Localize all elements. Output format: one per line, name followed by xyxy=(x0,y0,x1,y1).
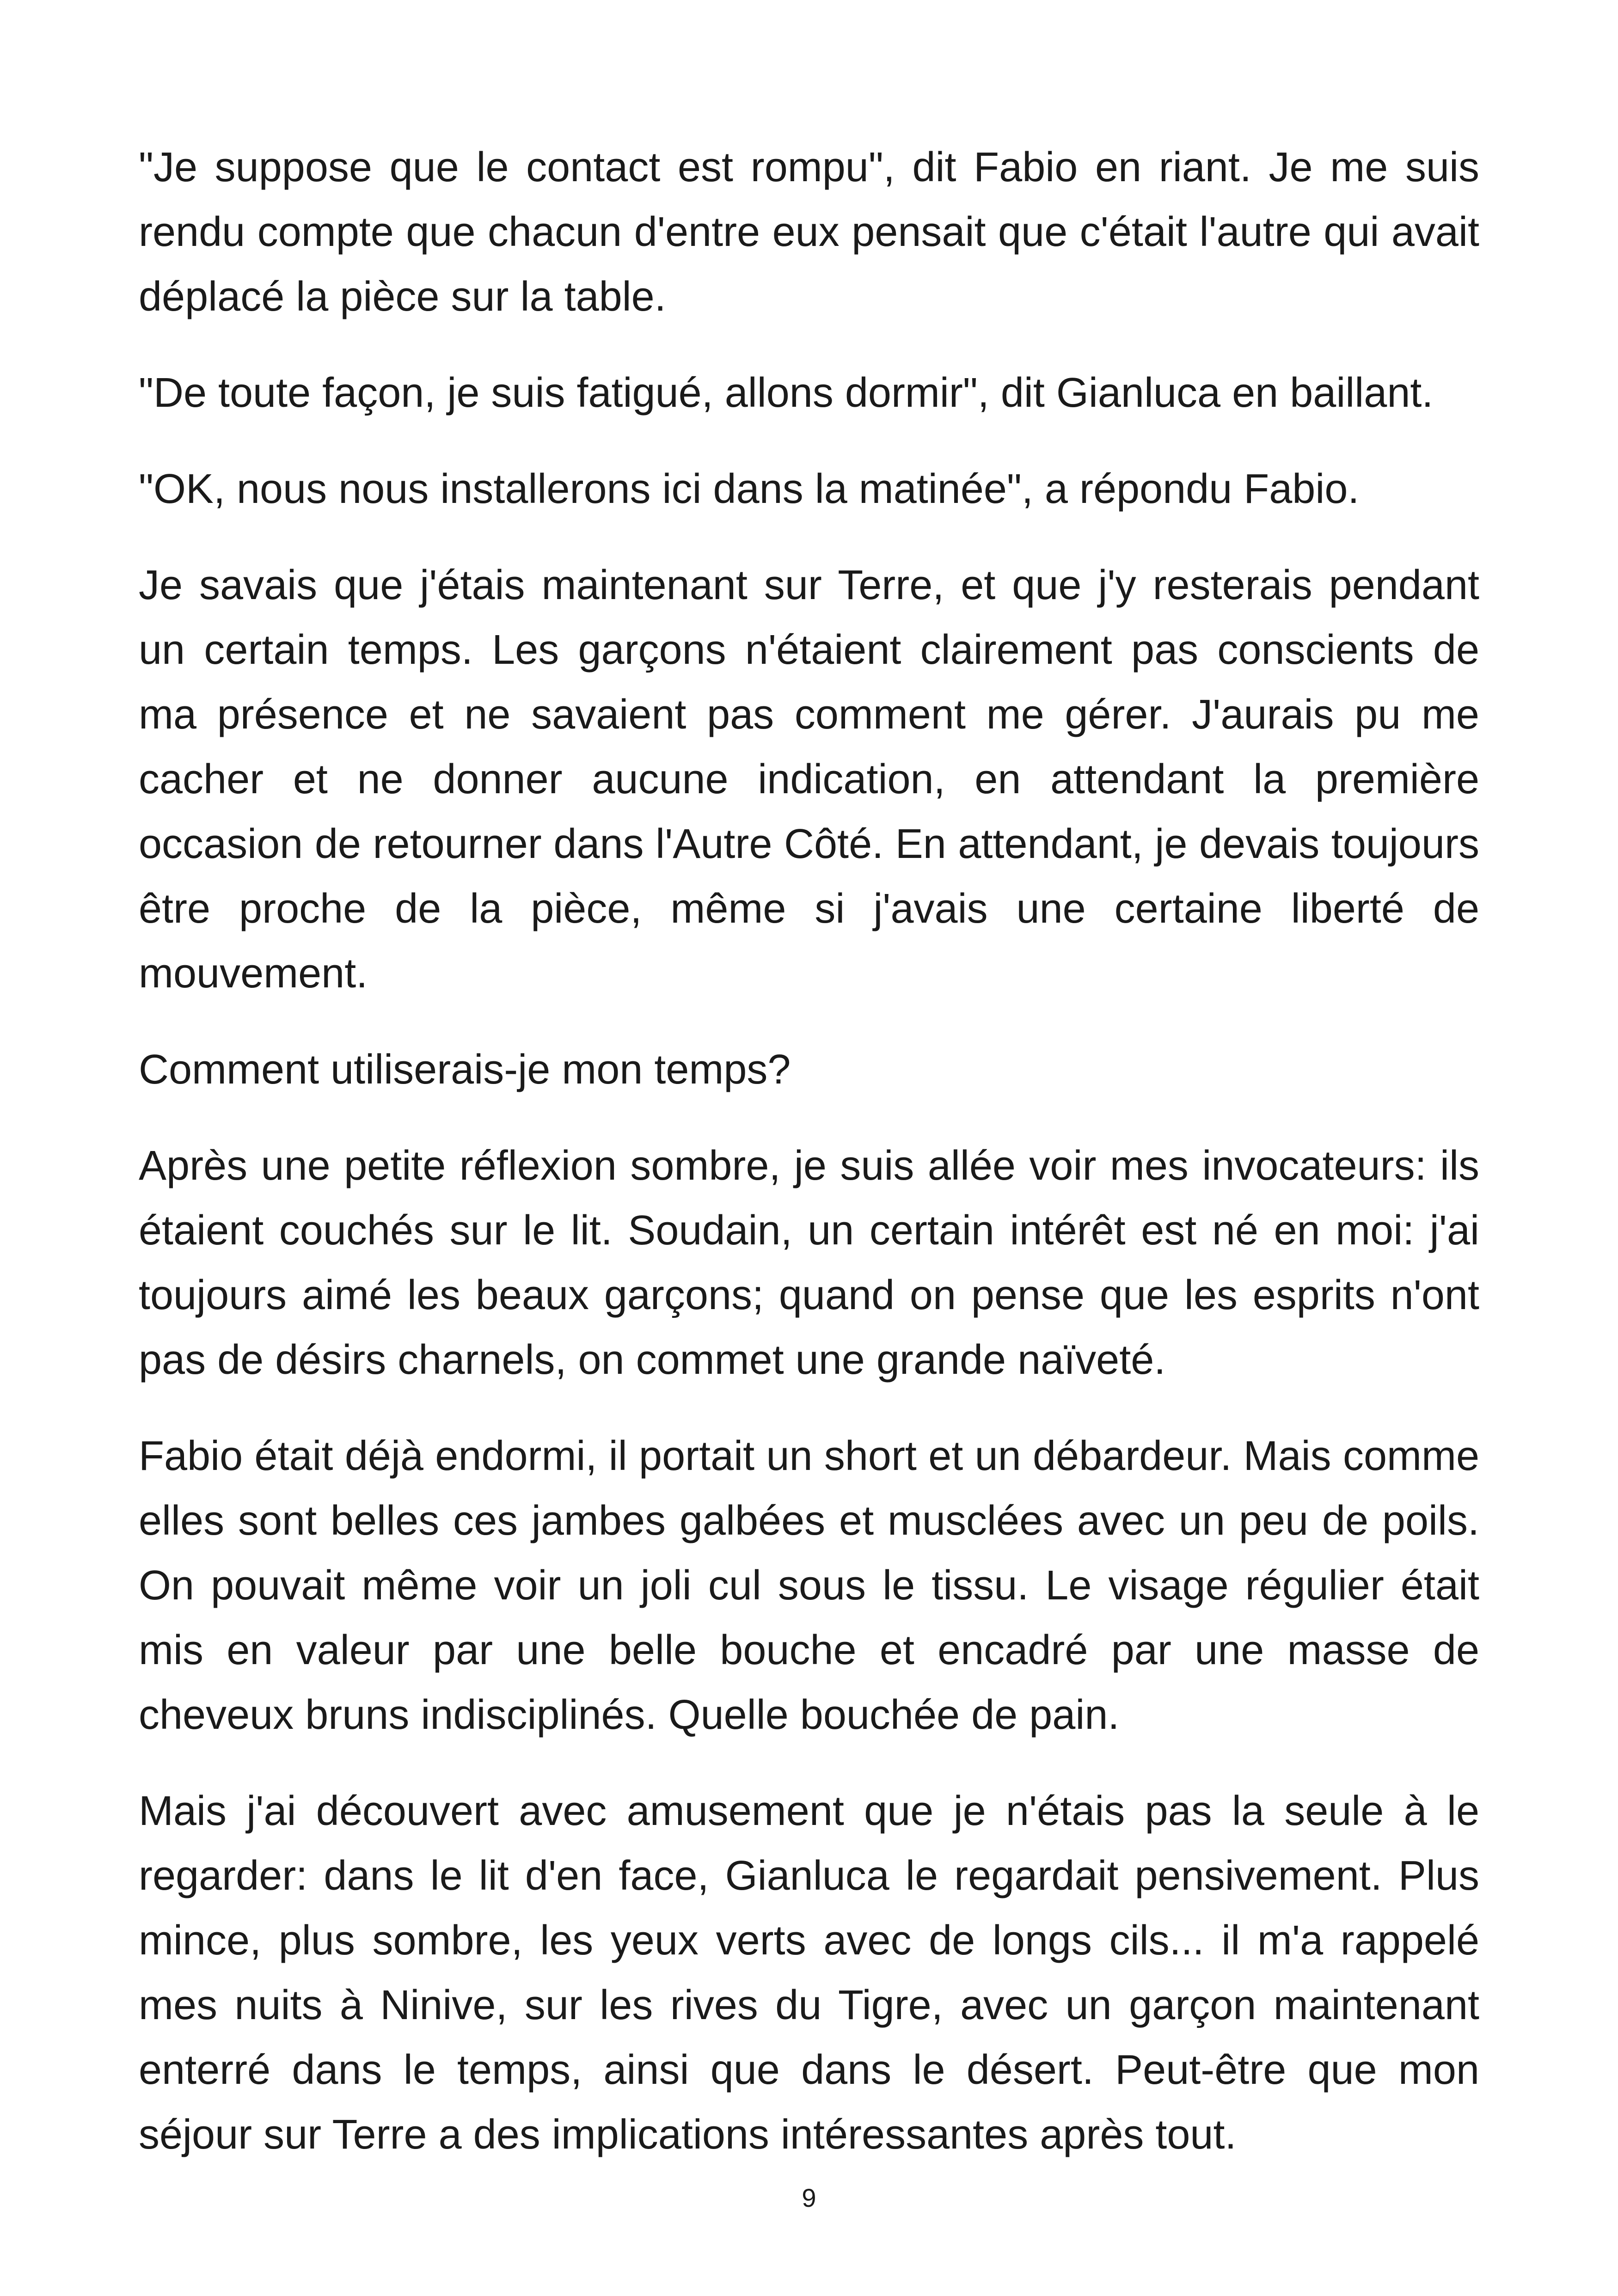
body-text xyxy=(139,135,1479,2198)
paragraph-4: Je savais que j'étais maintenant sur Terre, et que j'y resterais pendant un certain temps. Les garçons n'étaient clairement pas conscients de ma présence et ne savaient pas comment me gérer. J'aurais pu me cacher et ne donner aucune indication, en attendant la première occasion de retourner dans l'Autre Côté. En attendant, je devais toujours être proche de la pièce, même si j'avais une certaine liberté de mouvement. xyxy=(139,562,1479,997)
page-number: 9 xyxy=(802,2183,816,2212)
paragraph-3: "OK, nous nous installerons ici dans la matinée", a répondu Fabio. xyxy=(139,466,1360,512)
paragraph-2: "De toute façon, je suis fatigué, allons dormir", dit Gianluca en baillant. xyxy=(139,370,1434,416)
paragraph-7: Fabio était déjà endormi, il portait un short et un débardeur. Mais comme elles sont belles ces jambes galbées et musclées avec un peu de poils. On pouvait même voir un joli cul sous le tissu. Le visage régulier était mis en valeur par une belle bouche et encadré par une masse de cheveux bruns indisciplinés. Quelle bouchée de pain. xyxy=(139,1433,1479,1738)
paragraph-8: Mais j'ai découvert avec amusement que je n'étais pas la seule à le regarder: dans le lit d'en face, Gianluca le regardait pensivement. Plus mince, plus sombre, les yeux verts avec de longs cils... il m'a rappelé mes nuits à Ninive, sur les rives du Tigre, avec un garçon maintenant enterré dans le temps, ainsi que dans le désert. Peut-être que mon séjour sur Terre a des implications intéressantes après tout. xyxy=(139,1788,1479,2158)
paragraph-1: "Je suppose que le contact est rompu", dit Fabio en riant. Je me suis rendu compte que chacun d'entre eux pensait que c'était l'autre qui avait déplacé la pièce sur la table. xyxy=(139,144,1479,320)
paragraph-5: Comment utiliserais-je mon temps? xyxy=(139,1047,791,1093)
paragraph-6: Après une petite réflexion sombre, je suis allée voir mes invocateurs: ils étaient couchés sur le lit. Soudain, un certain intérêt est né en moi: j'ai toujours aimé les beaux garçons; quand on pense que les esprits n'ont pas de désirs charnels, on commet une grande naïveté. xyxy=(139,1143,1479,1383)
